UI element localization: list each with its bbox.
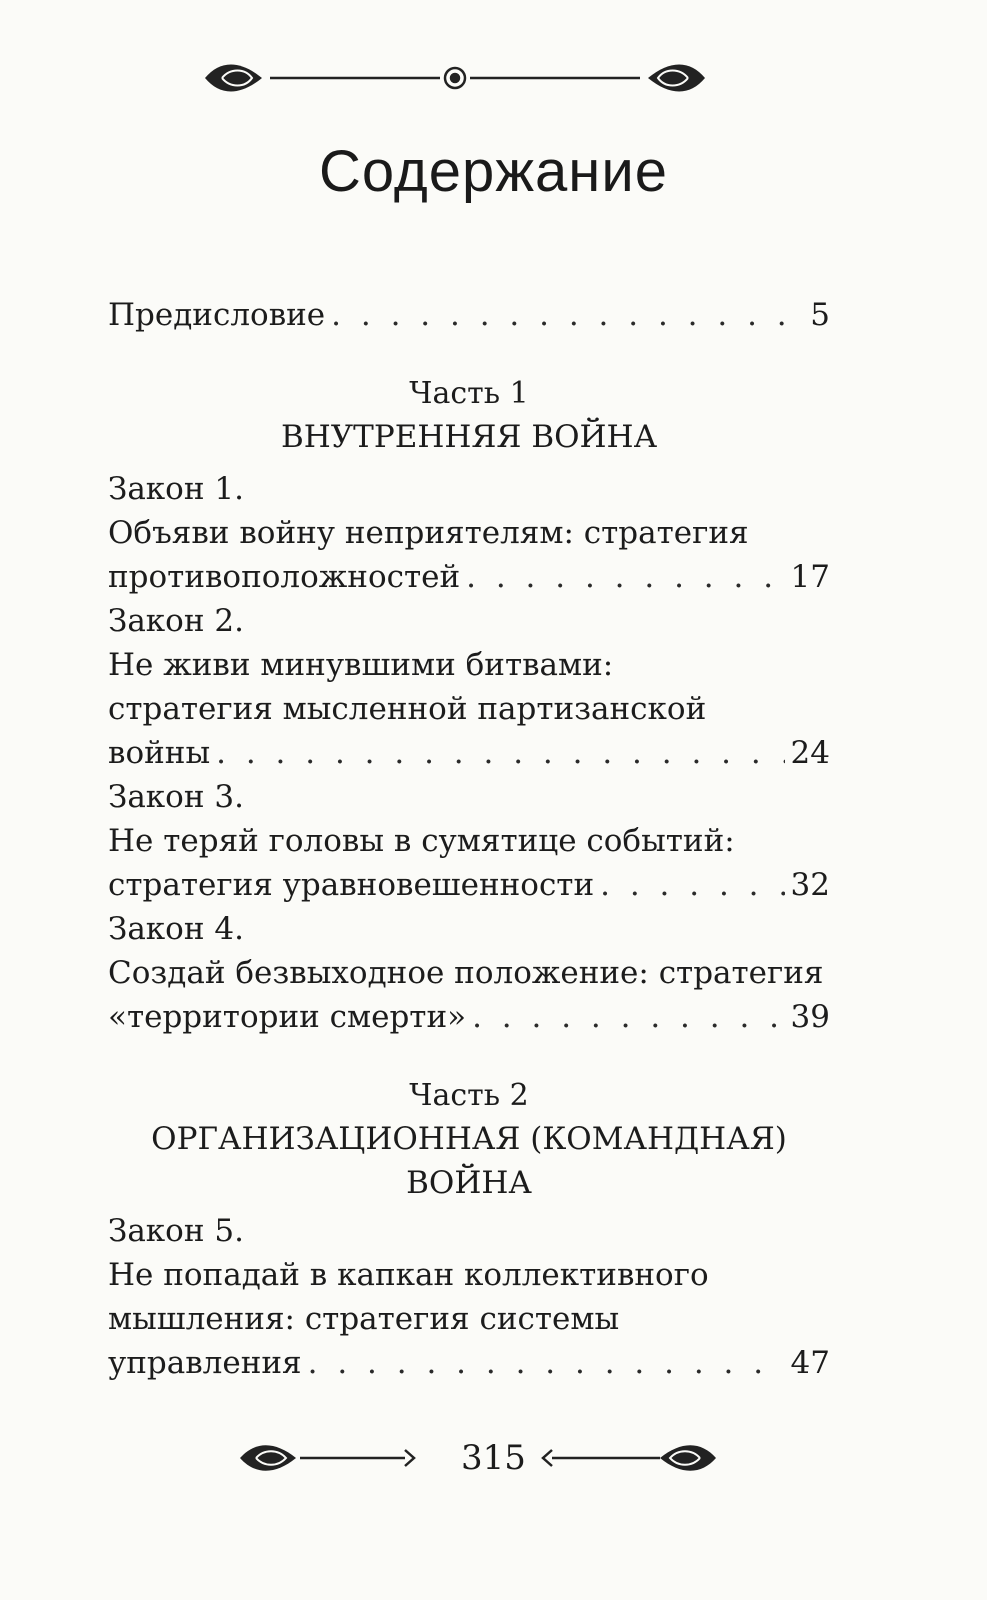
- law-title-line: стратегия уравновешенности: [108, 867, 595, 903]
- law-heading: Закон 5.: [108, 1213, 244, 1249]
- toc-entry-law-1: [108, 555, 830, 599]
- toc-page-number: 47: [790, 1345, 830, 1381]
- part-title: ВОЙНА: [406, 1165, 532, 1201]
- top-ornament-divider-icon: [0, 48, 987, 108]
- page-number: 315: [461, 1438, 526, 1478]
- dot-leader: [216, 731, 784, 775]
- law-heading: Закон 1.: [108, 471, 244, 507]
- dot-leader: [331, 293, 804, 337]
- law-heading: Закон 2.: [108, 603, 244, 639]
- law-title-line: Не теряй головы в сумятице событий:: [108, 823, 735, 859]
- toc-page-number: 32: [790, 867, 830, 903]
- law-title-line: управления: [108, 1345, 302, 1381]
- law-title-line: Создай безвыходное положение: стратегия: [108, 955, 824, 991]
- law-title-line: войны: [108, 735, 211, 771]
- dot-leader: [466, 555, 784, 599]
- law-title-line: «территории смерти»: [108, 999, 467, 1035]
- toc-page-number: 5: [810, 297, 830, 333]
- dot-leader: [308, 1341, 785, 1385]
- part-number: Часть 2: [409, 1078, 529, 1113]
- law-heading: Закон 4.: [108, 911, 244, 947]
- law-title-line: мышления: стратегия системы: [108, 1301, 620, 1337]
- part-title: ВНУТРЕННЯЯ ВОЙНА: [280, 419, 658, 455]
- toc-entry-label: Предисловие: [108, 297, 326, 333]
- toc-entry-law-5: [108, 1341, 830, 1385]
- part-number: Часть 1: [409, 376, 529, 411]
- law-title-line: Не живи минувшими битвами:: [108, 647, 614, 683]
- table-of-contents: [108, 293, 830, 1385]
- law-title-line: Не попадай в капкан коллективного: [108, 1257, 709, 1293]
- toc-entry-law-4: [108, 995, 830, 1039]
- toc-page-number: 24: [790, 735, 830, 771]
- law-title-line: стратегия мысленной партизанской: [108, 691, 707, 727]
- toc-entry-preface: [108, 293, 830, 337]
- toc-page-number: 39: [790, 999, 830, 1035]
- law-title-line: Объяви войну неприятелям: стратегия: [108, 515, 749, 551]
- toc-entry-law-3: [108, 863, 830, 907]
- law-title-line: противоположностей: [108, 559, 461, 595]
- law-heading: Закон 3.: [108, 779, 244, 815]
- toc-page-number: 17: [790, 559, 830, 595]
- dot-leader: [600, 863, 784, 907]
- toc-entry-law-2: [108, 731, 830, 775]
- part-title: ОРГАНИЗАЦИОННАЯ (КОМАНДНАЯ): [151, 1121, 787, 1157]
- dot-leader: [472, 995, 784, 1039]
- page-title: Содержание: [319, 139, 668, 204]
